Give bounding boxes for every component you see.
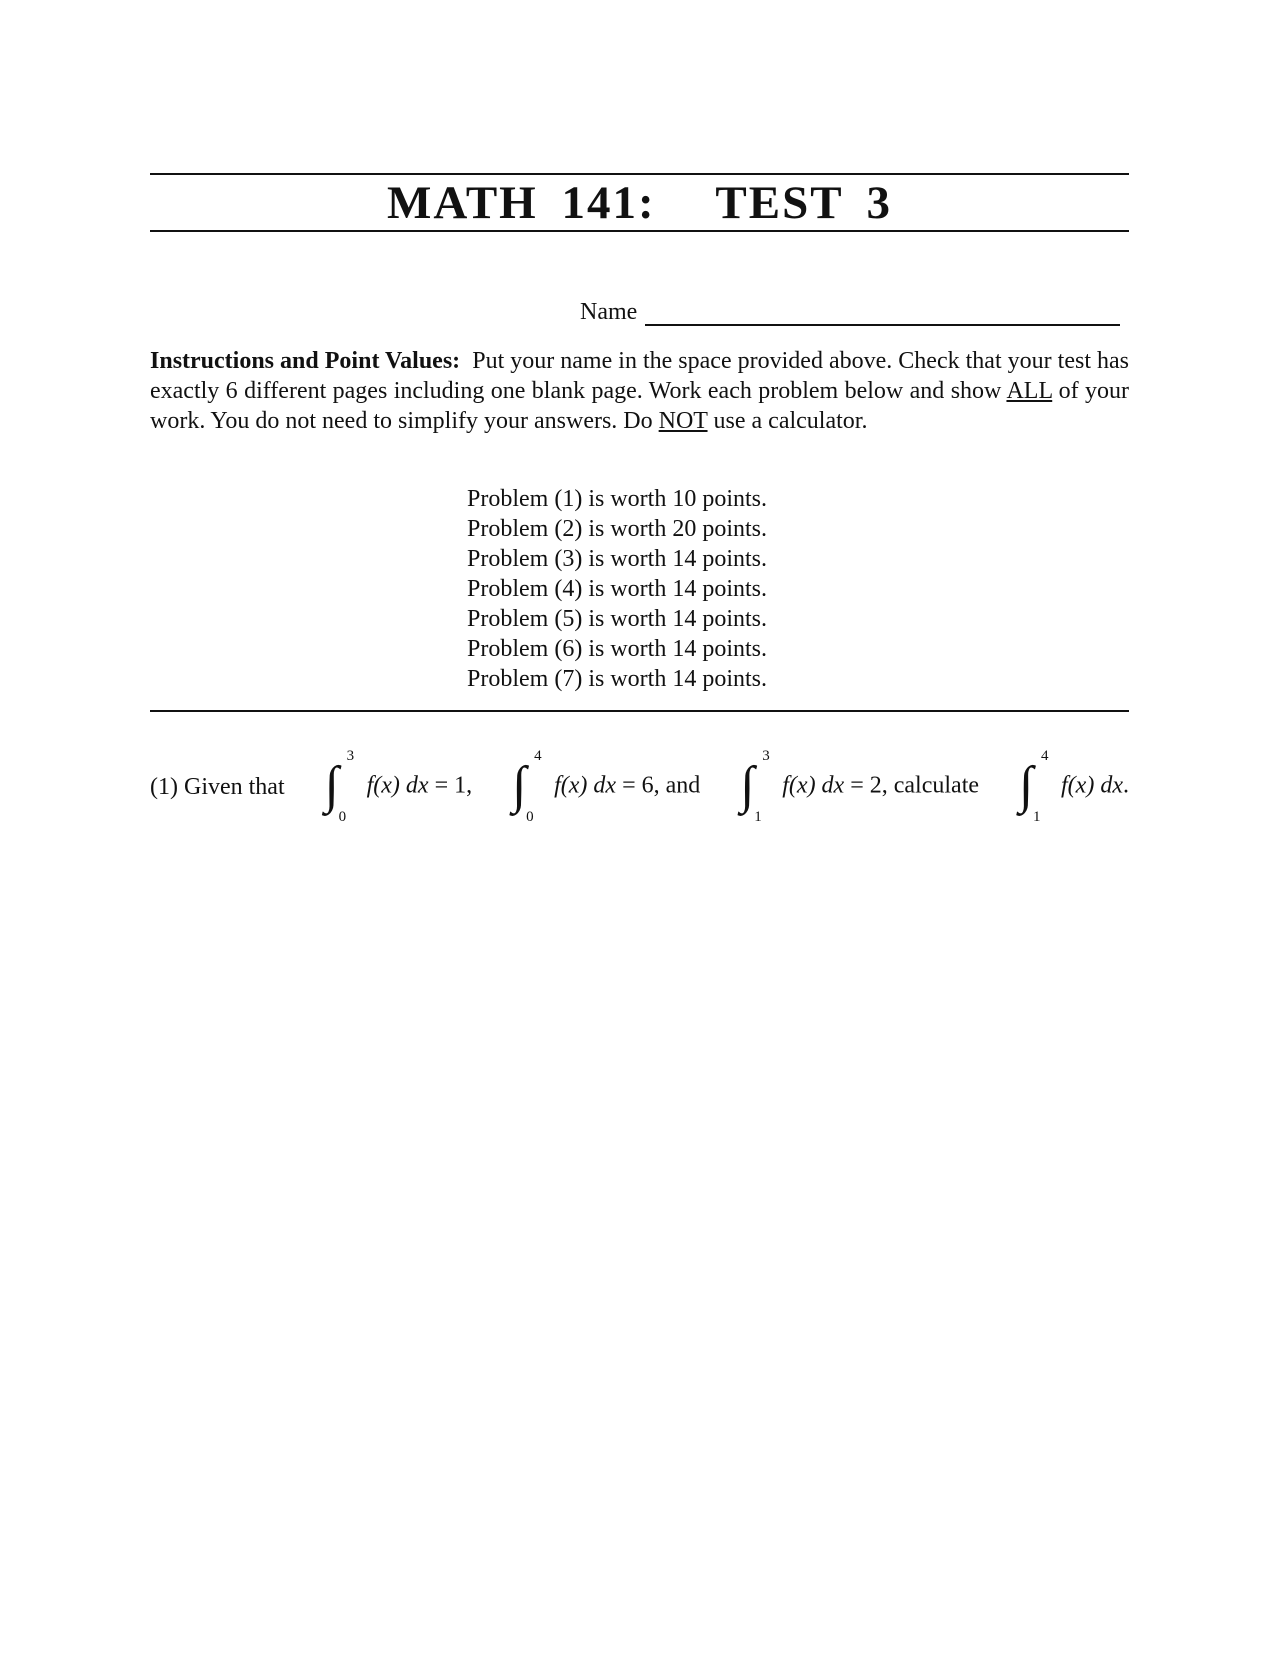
instructions xyxy=(150,346,1129,436)
point-value-item: Problem (4) is worth 14 points. xyxy=(467,576,767,602)
problem-1-intro: (1) Given that xyxy=(150,773,285,800)
upper-limit: 4 xyxy=(534,748,542,764)
integral-value: = 6, and xyxy=(622,772,701,799)
point-value-item: Problem (6) is worth 14 points. xyxy=(467,636,767,662)
instructions-text-1: Put your name in the space provided above. Check that your test has exactly 6 different pages including one blank page. Work each problem below and show xyxy=(150,348,1130,404)
course-title: MATH 141: xyxy=(387,177,656,229)
point-value-item: Problem (2) is worth 20 points. xyxy=(467,516,767,542)
lower-limit: 0 xyxy=(526,809,534,825)
integral-value: = 2, calculate xyxy=(850,772,980,799)
section-rule xyxy=(150,710,1129,712)
upper-limit: 3 xyxy=(762,748,770,764)
point-value-item: Problem (1) is worth 10 points. xyxy=(467,486,767,512)
integrand: f(x) dx xyxy=(554,772,617,799)
upper-limit: 4 xyxy=(1041,748,1049,764)
lower-limit: 1 xyxy=(754,809,762,825)
integral-2: ∫ 4 0 f(x) dx = 6, and xyxy=(512,748,701,825)
page-title xyxy=(150,176,1129,230)
lower-limit: 1 xyxy=(1033,809,1041,825)
integral-4: ∫ 4 1 f(x) dx. xyxy=(1019,748,1129,825)
instructions-not: NOT xyxy=(658,408,708,434)
lower-limit: 0 xyxy=(338,809,347,825)
integrand: f(x) dx xyxy=(782,772,845,799)
integrand: f(x) dx xyxy=(366,772,429,799)
integral-3: ∫ 3 1 f(x) dx = 2, calculate xyxy=(740,748,980,825)
point-value-item: Problem (3) is worth 14 points. xyxy=(467,546,767,572)
instructions-text-3: use a calculator. xyxy=(713,408,868,434)
instructions-heading: Instructions and Point Values: xyxy=(150,348,461,374)
title-top-rule xyxy=(150,173,1129,175)
integrand: f(x) dx xyxy=(1061,772,1123,799)
name-label: Name xyxy=(580,299,638,325)
name-field xyxy=(580,298,1120,326)
problem-1 xyxy=(150,748,1129,825)
name-blank-line[interactable] xyxy=(645,298,1120,326)
test-title: TEST 3 xyxy=(715,177,892,229)
point-value-item: Problem (5) is worth 14 points. xyxy=(467,606,767,632)
title-bottom-rule xyxy=(150,230,1129,232)
period: . xyxy=(1122,772,1129,799)
instructions-all: ALL xyxy=(1006,378,1053,404)
instructions-text-2: of your work. You do not need to simplify your answers. Do xyxy=(150,378,1130,434)
point-values-list xyxy=(467,484,767,694)
integral-value: = 1, xyxy=(434,772,473,799)
upper-limit: 3 xyxy=(346,748,355,764)
integral-1: ∫ 3 0 f(x) dx = 1, xyxy=(324,748,473,825)
point-value-item: Problem (7) is worth 14 points. xyxy=(467,666,767,692)
